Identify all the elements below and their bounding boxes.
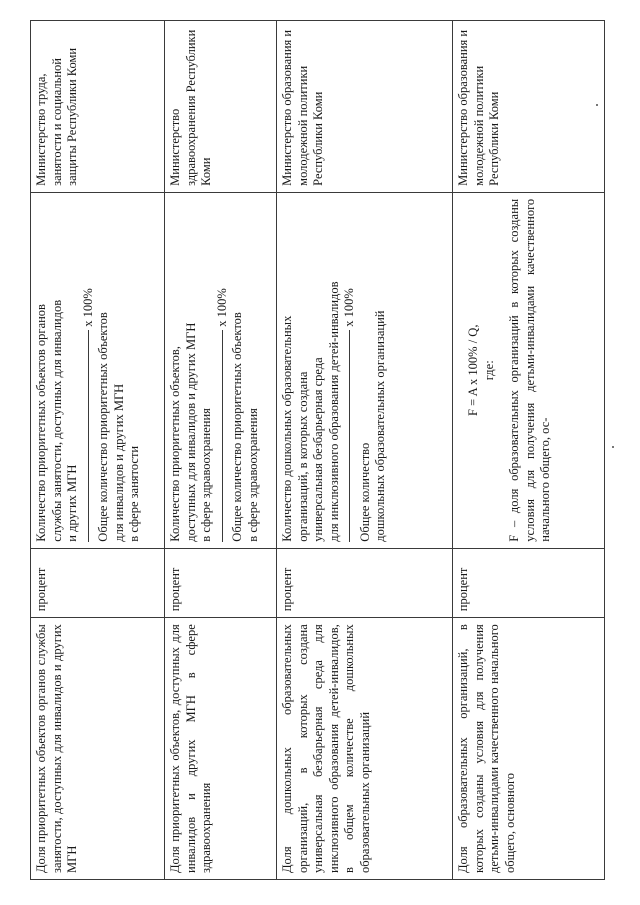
multiplier: х 100% xyxy=(214,288,229,327)
numerator-line: в сфере здравоохранения xyxy=(199,408,213,542)
denominator-line: для инвалидов и других МГН xyxy=(111,383,126,542)
denominator-line: в сфере здравоохранения xyxy=(245,408,260,542)
formula-cell xyxy=(277,192,453,548)
denominator-line: в сфере занятости xyxy=(127,445,141,542)
denominator-line: Общее количество приоритетных объектов xyxy=(230,312,244,542)
table-row xyxy=(277,21,453,880)
numerator-line: Количество приоритетных объектов, xyxy=(168,346,182,542)
unit-cell: процент xyxy=(277,548,453,618)
numerator-line: для инклюзивного образования детей-инвалидов xyxy=(326,281,341,542)
unit-cell: процент xyxy=(165,548,277,618)
table-row xyxy=(165,21,277,880)
fraction-bar xyxy=(88,330,89,542)
responsible-cell: Министерство труда, занятости и социальной защиты Республики Коми xyxy=(31,21,165,193)
numerator-line: Количество дошкольных образовательных xyxy=(280,315,294,542)
fraction-line xyxy=(342,199,358,542)
indicator-cell: Доля приоритетных объектов органов службы занятости, доступных для инвалидов и других МГН xyxy=(31,618,165,880)
table-row xyxy=(31,21,165,880)
denominator-line: Общее количество приоритетных объектов xyxy=(96,312,110,542)
indicator-cell: Доля дошкольных образовательных организаций, в которых создана универсальная безбарьерная среда для инклюзивного образования детей-инвалидов, в общем количестве дошкольных образовательных организаций xyxy=(277,618,453,880)
numerator-line: службы занятости, доступных для инвалидов xyxy=(49,299,64,542)
numerator-line: универсальная безбарьерная среда xyxy=(311,357,325,542)
indicator-cell: Доля образовательных организаций, в которых созданы условия для получения детьми-инвалидами качественного начального общего, основного xyxy=(453,618,605,880)
rotated-table-wrapper xyxy=(30,20,604,880)
numerator-line: доступных для инвалидов и других МГН xyxy=(183,322,198,542)
unit-cell: процент xyxy=(31,548,165,618)
formula-where: где: xyxy=(481,360,496,381)
formula-main: F = A х 100% / Q, xyxy=(466,324,480,416)
scan-speck xyxy=(612,446,614,448)
multiplier: х 100% xyxy=(80,288,95,327)
fraction-bar xyxy=(349,330,350,542)
numerator-line: Количество приоритетных объектов органов xyxy=(34,304,48,542)
formula-cell xyxy=(453,192,605,548)
fraction-line xyxy=(81,199,97,542)
scan-speck xyxy=(596,104,598,106)
formula-description: F – доля образовательных организаций в которых созданы условия для получения детьми-инвалидами качественного начального общего, ос- xyxy=(507,198,552,542)
unit-cell: процент xyxy=(453,548,605,618)
formula-cell xyxy=(165,192,277,548)
denominator-line: дошкольных образовательных организаций xyxy=(373,310,387,542)
numerator-line: организаций, в которых создана xyxy=(295,371,310,542)
indicators-table xyxy=(30,20,605,880)
fraction-line xyxy=(215,199,231,542)
denominator-line: Общее количество xyxy=(357,442,372,542)
responsible-cell: Министерство образования и молодежной политики Республики Коми xyxy=(277,21,453,193)
fraction-bar xyxy=(222,330,223,542)
formula-cell xyxy=(31,192,165,548)
responsible-cell: Министерство здравоохранения Республики Коми xyxy=(165,21,277,193)
table-row xyxy=(453,21,605,880)
numerator-line: и других МГН xyxy=(65,464,79,542)
responsible-cell: Министерство образования и молодежной политики Республики Коми xyxy=(453,21,605,193)
indicator-cell: Доля приоритетных объектов, доступных для инвалидов и других МГН в сфере здравоохранения xyxy=(165,618,277,880)
multiplier: х 100% xyxy=(342,288,356,327)
